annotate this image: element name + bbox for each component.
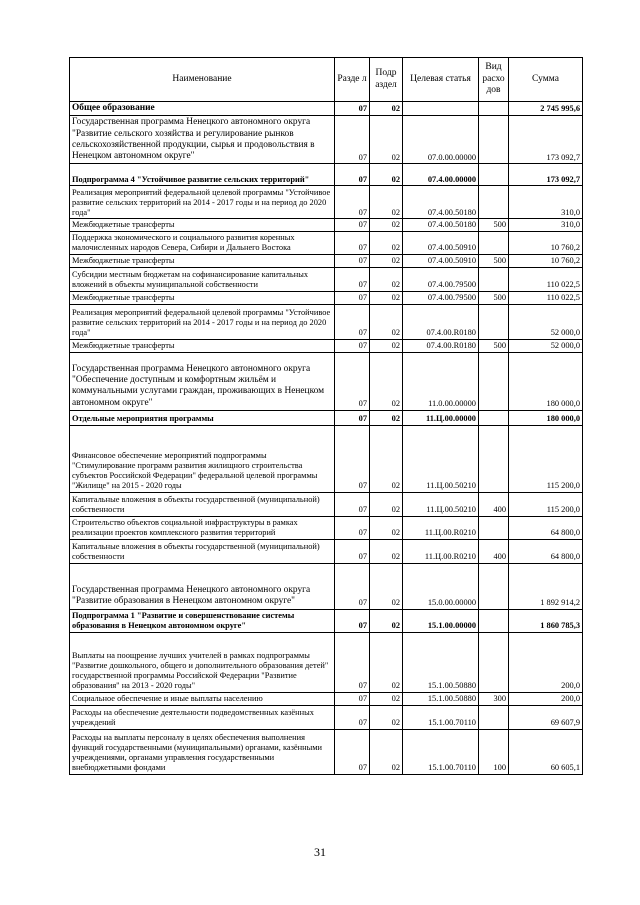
table-row <box>70 219 583 232</box>
table-body <box>70 102 583 775</box>
row-expense-type: 500 <box>479 292 509 305</box>
row-razdel: 07 <box>335 219 370 232</box>
table-row <box>70 516 583 539</box>
col-header-sum: Сумма <box>509 58 583 102</box>
row-expense-type: 500 <box>479 339 509 352</box>
row-target-article: 11.Ц.00.R0210 <box>403 539 479 563</box>
row-sum: 115 200,0 <box>509 425 583 492</box>
row-podrazdel: 02 <box>370 352 403 410</box>
row-target-article: 07.4.00.79500 <box>403 292 479 305</box>
row-expense-type <box>479 186 509 219</box>
row-sum: 64 800,0 <box>509 516 583 539</box>
row-expense-type: 500 <box>479 219 509 232</box>
row-target-article: 07.4.00.50180 <box>403 219 479 232</box>
row-expense-type <box>479 102 509 116</box>
row-razdel: 07 <box>335 268 370 292</box>
row-sum: 52 000,0 <box>509 339 583 352</box>
row-target-article: 15.1.00.00000 <box>403 609 479 632</box>
row-podrazdel: 02 <box>370 539 403 563</box>
row-target-article: 07.4.00.R0180 <box>403 339 479 352</box>
row-expense-type <box>479 164 509 186</box>
row-expense-type: 500 <box>479 255 509 268</box>
table-row <box>70 232 583 255</box>
row-podrazdel: 02 <box>370 164 403 186</box>
row-sum: 1 860 785,3 <box>509 609 583 632</box>
row-expense-type <box>479 705 509 729</box>
row-expense-type <box>479 516 509 539</box>
table-row <box>70 692 583 705</box>
row-sum: 200,0 <box>509 692 583 705</box>
row-target-article: 07.4.00.79500 <box>403 268 479 292</box>
row-target-article: 15.1.00.50880 <box>403 692 479 705</box>
col-header-podrazdel: Подр аздел <box>370 58 403 102</box>
table-row <box>70 563 583 609</box>
row-podrazdel: 02 <box>370 219 403 232</box>
row-target-article: 11.Ц.00.50210 <box>403 492 479 516</box>
row-expense-type <box>479 632 509 692</box>
table-row <box>70 268 583 292</box>
row-podrazdel: 02 <box>370 410 403 425</box>
row-name: Межбюджетные трансферты <box>70 219 335 232</box>
row-podrazdel: 02 <box>370 339 403 352</box>
row-razdel: 07 <box>335 304 370 339</box>
row-razdel: 07 <box>335 352 370 410</box>
row-target-article: 07.0.00.00000 <box>403 116 479 164</box>
col-header-vid: Вид расхо дов <box>479 58 509 102</box>
row-podrazdel: 02 <box>370 492 403 516</box>
col-header-name: Наименование <box>70 58 335 102</box>
row-expense-type <box>479 425 509 492</box>
row-name: Подпрограмма 1 "Развитие и совершенствование системы образования в Ненецком автономном округе" <box>70 609 335 632</box>
row-razdel: 07 <box>335 255 370 268</box>
row-target-article: 11.0.00.00000 <box>403 352 479 410</box>
row-sum: 115 200,0 <box>509 492 583 516</box>
row-podrazdel: 02 <box>370 705 403 729</box>
row-sum: 60 605,1 <box>509 729 583 774</box>
col-header-target: Целевая статья <box>403 58 479 102</box>
row-target-article: 15.1.00.70110 <box>403 705 479 729</box>
row-name: Выплаты на поощрение лучших учителей в рамках подпрограммы "Развитие дошкольного, общего и дополнительного образования детей" государственной программы Российской Федерации "Развитие образования" на 2013 - 2020 годы" <box>70 632 335 692</box>
row-expense-type: 300 <box>479 692 509 705</box>
table-row <box>70 609 583 632</box>
row-name: Государственная программа Ненецкого автономного округа "Обеспечение доступным и комфортным жильём и коммунальными услугами граждан, проживающих в Ненецком автономном округе" <box>70 352 335 410</box>
row-target-article <box>403 102 479 116</box>
row-sum: 180 000,0 <box>509 352 583 410</box>
row-name: Отдельные мероприятия программы <box>70 410 335 425</box>
table-row <box>70 632 583 692</box>
table-row <box>70 339 583 352</box>
header-row <box>70 58 583 102</box>
table-row <box>70 102 583 116</box>
row-sum: 180 000,0 <box>509 410 583 425</box>
row-podrazdel: 02 <box>370 268 403 292</box>
row-name: Строительство объектов социальной инфраструктуры в рамках реализации проектов комплексного развития территорий <box>70 516 335 539</box>
row-sum: 69 607,9 <box>509 705 583 729</box>
row-target-article: 07.4.00.50910 <box>403 232 479 255</box>
budget-table <box>69 57 583 775</box>
row-target-article: 11.Ц.00.00000 <box>403 410 479 425</box>
row-razdel: 07 <box>335 232 370 255</box>
row-sum: 110 022,5 <box>509 292 583 305</box>
row-name: Межбюджетные трансферты <box>70 255 335 268</box>
row-sum: 110 022,5 <box>509 268 583 292</box>
row-target-article: 07.4.00.50180 <box>403 186 479 219</box>
row-razdel: 07 <box>335 729 370 774</box>
row-razdel: 07 <box>335 102 370 116</box>
row-name: Подпрограмма 4 "Устойчивое развитие сельских территорий" <box>70 164 335 186</box>
row-podrazdel: 02 <box>370 516 403 539</box>
row-name: Субсидии местным бюджетам на софинансирование капитальных вложений в объекты муниципальной собственности <box>70 268 335 292</box>
row-expense-type <box>479 609 509 632</box>
row-expense-type <box>479 268 509 292</box>
table-row <box>70 492 583 516</box>
row-name: Межбюджетные трансферты <box>70 339 335 352</box>
row-expense-type: 400 <box>479 539 509 563</box>
row-target-article: 15.0.00.00000 <box>403 563 479 609</box>
row-target-article: 15.1.00.70110 <box>403 729 479 774</box>
table-row <box>70 304 583 339</box>
row-razdel: 07 <box>335 609 370 632</box>
row-sum: 2 745 995,6 <box>509 102 583 116</box>
row-podrazdel: 02 <box>370 232 403 255</box>
row-razdel: 07 <box>335 339 370 352</box>
row-target-article: 11.Ц.00.R0210 <box>403 516 479 539</box>
row-sum: 200,0 <box>509 632 583 692</box>
row-podrazdel: 02 <box>370 425 403 492</box>
row-razdel: 07 <box>335 692 370 705</box>
row-name: Государственная программа Ненецкого автономного округа "Развитие образования в Ненецком автономном округе" <box>70 563 335 609</box>
row-podrazdel: 02 <box>370 116 403 164</box>
row-expense-type <box>479 410 509 425</box>
row-razdel: 07 <box>335 705 370 729</box>
row-razdel: 07 <box>335 186 370 219</box>
row-razdel: 07 <box>335 116 370 164</box>
table-row <box>70 729 583 774</box>
row-expense-type <box>479 352 509 410</box>
row-target-article: 07.4.00.50910 <box>403 255 479 268</box>
row-podrazdel: 02 <box>370 729 403 774</box>
row-name: Реализация мероприятий федеральной целевой программы "Устойчивое развитие сельских территорий на 2014 - 2017 годы и на период до 2020 года" <box>70 186 335 219</box>
row-razdel: 07 <box>335 492 370 516</box>
row-expense-type: 400 <box>479 492 509 516</box>
row-name: Социальное обеспечение и иные выплаты населению <box>70 692 335 705</box>
row-name: Поддержка экономического и социального развития коренных малочисленных народов Севера, Сибири и Дальнего Востока <box>70 232 335 255</box>
row-podrazdel: 02 <box>370 292 403 305</box>
row-name: Расходы на выплаты персоналу в целях обеспечения выполнения функций государственными (муниципальными) органами, казёнными учреждениями, органами управления государственными внебюджетными фондами <box>70 729 335 774</box>
row-expense-type <box>479 232 509 255</box>
table-row <box>70 425 583 492</box>
table-row <box>70 255 583 268</box>
col-header-razdel: Разде л <box>335 58 370 102</box>
page-number: 31 <box>314 845 326 859</box>
row-sum: 52 000,0 <box>509 304 583 339</box>
row-podrazdel: 02 <box>370 563 403 609</box>
row-razdel: 07 <box>335 516 370 539</box>
row-target-article: 11.Ц.00.50210 <box>403 425 479 492</box>
row-podrazdel: 02 <box>370 609 403 632</box>
row-name: Капитальные вложения в объекты государственной (муниципальной) собственности <box>70 492 335 516</box>
row-razdel: 07 <box>335 539 370 563</box>
row-sum: 64 800,0 <box>509 539 583 563</box>
row-razdel: 07 <box>335 410 370 425</box>
row-sum: 1 892 914,2 <box>509 563 583 609</box>
row-name: Государственная программа Ненецкого автономного округа "Развитие сельского хозяйства и регулирование рынков сельскохозяйственной продукции, сырья и продовольствия в Ненецком автономном округе" <box>70 116 335 164</box>
row-target-article: 15.1.00.50880 <box>403 632 479 692</box>
row-expense-type <box>479 563 509 609</box>
row-podrazdel: 02 <box>370 692 403 705</box>
row-razdel: 07 <box>335 292 370 305</box>
row-razdel: 07 <box>335 164 370 186</box>
row-razdel: 07 <box>335 425 370 492</box>
row-razdel: 07 <box>335 632 370 692</box>
row-expense-type <box>479 304 509 339</box>
table-row <box>70 705 583 729</box>
row-podrazdel: 02 <box>370 102 403 116</box>
row-sum: 173 092,7 <box>509 116 583 164</box>
table-row <box>70 352 583 410</box>
table-row <box>70 186 583 219</box>
row-name: Реализация мероприятий федеральной целевой программы "Устойчивое развитие сельских территорий на 2014 - 2017 годы и на период до 2020 года" <box>70 304 335 339</box>
table-row <box>70 539 583 563</box>
row-expense-type: 100 <box>479 729 509 774</box>
table-row <box>70 164 583 186</box>
row-sum: 310,0 <box>509 219 583 232</box>
table-row <box>70 410 583 425</box>
row-target-article: 07.4.00.R0180 <box>403 304 479 339</box>
table-row <box>70 116 583 164</box>
row-sum: 10 760,2 <box>509 232 583 255</box>
row-name: Финансовое обеспечение мероприятий подпрограммы "Стимулирование программ развития жилищного строительства субъектов Российской Федерации" федеральной целевой программы "Жилище" на 2015 - 2020 годы <box>70 425 335 492</box>
row-podrazdel: 02 <box>370 255 403 268</box>
row-name: Капитальные вложения в объекты государственной (муниципальной) собственности <box>70 539 335 563</box>
row-name: Расходы на обеспечение деятельности подведомственных казённых учреждений <box>70 705 335 729</box>
row-podrazdel: 02 <box>370 186 403 219</box>
row-target-article: 07.4.00.00000 <box>403 164 479 186</box>
row-sum: 310,0 <box>509 186 583 219</box>
row-sum: 10 760,2 <box>509 255 583 268</box>
row-razdel: 07 <box>335 563 370 609</box>
row-podrazdel: 02 <box>370 304 403 339</box>
table-row <box>70 292 583 305</box>
row-podrazdel: 02 <box>370 632 403 692</box>
row-name: Общее образование <box>70 102 335 116</box>
row-name: Межбюджетные трансферты <box>70 292 335 305</box>
row-expense-type <box>479 116 509 164</box>
row-sum: 173 092,7 <box>509 164 583 186</box>
